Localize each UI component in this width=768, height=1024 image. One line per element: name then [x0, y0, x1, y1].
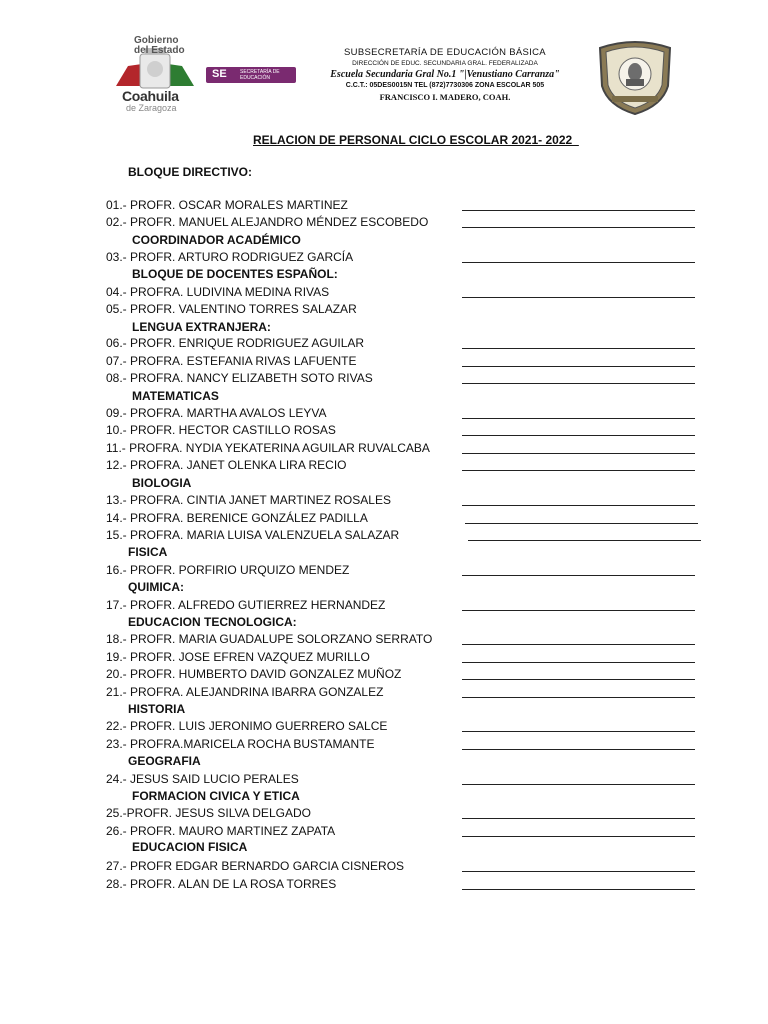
staff-name: 25.-PROFR. JESUS SILVA DELGADO: [106, 806, 311, 820]
signature-line: [462, 662, 695, 663]
signature-line: [462, 505, 695, 506]
signature-line: [462, 731, 695, 732]
document-title: RELACION DE PERSONAL CICLO ESCOLAR 2021- 2022: [253, 133, 579, 147]
signature-line: [462, 644, 695, 645]
signature-line: [462, 210, 695, 211]
logo-zaragoza-text: de Zaragoza: [126, 103, 177, 113]
logo-gobierno-text: Gobierno del Estado: [134, 35, 185, 56]
section-header: COORDINADOR ACADÉMICO: [132, 233, 301, 247]
staff-name: 11.- PROFRA. NYDIA YEKATERINA AGUILAR RUVALCABA: [106, 441, 430, 455]
header-escuela: Escuela Secundaria Gral No.1 "|Venustiano Carranza": [330, 69, 560, 80]
staff-row: [0, 335, 768, 352]
staff-name: 20.- PROFR. HUMBERTO DAVID GONZALEZ MUÑOZ: [106, 667, 402, 681]
staff-name: 08.- PROFRA. NANCY ELIZABETH SOTO RIVAS: [106, 371, 373, 385]
gobierno-coahuila-logo: [110, 36, 300, 112]
signature-line: [462, 262, 695, 263]
section-header: FISICA: [128, 545, 168, 559]
staff-row: [0, 405, 768, 422]
staff-row: [0, 197, 768, 214]
signature-line: [468, 540, 701, 541]
staff-name: 24.- JESUS SAID LUCIO PERALES: [106, 772, 299, 786]
staff-name: 13.- PROFRA. CINTIA JANET MARTINEZ ROSALES: [106, 493, 391, 507]
signature-line: [462, 610, 695, 611]
staff-row: [0, 858, 768, 875]
section-header: BLOQUE DIRECTIVO:: [128, 165, 253, 179]
header-direccion: DIRECCIÓN DE EDUC. SECUNDARIA GRAL. FEDERALIZADA: [352, 60, 538, 67]
signature-line: [462, 749, 695, 750]
section-header: FORMACION CIVICA Y ETICA: [132, 789, 300, 803]
se-label: SE: [212, 68, 227, 80]
signature-line: [462, 784, 695, 785]
staff-name: 12.- PROFRA. JANET OLENKA LIRA RECIO: [106, 458, 347, 472]
staff-row: [0, 284, 768, 301]
section-header: BLOQUE DE DOCENTES ESPAÑOL:: [132, 267, 338, 281]
section-header: QUIMICA:: [128, 580, 184, 594]
staff-row: [0, 301, 768, 318]
staff-row: [0, 422, 768, 439]
section-header: MATEMATICAS: [132, 389, 219, 403]
staff-row: [0, 214, 768, 231]
staff-row: [0, 736, 768, 753]
staff-row: [0, 370, 768, 387]
staff-name: 05.- PROFR. VALENTINO TORRES SALAZAR: [106, 302, 357, 316]
staff-name: 23.- PROFRA.MARICELA ROCHA BUSTAMANTE: [106, 737, 375, 751]
staff-name: 01.- PROFR. OSCAR MORALES MARTINEZ: [106, 198, 348, 212]
staff-name: 26.- PROFR. MAURO MARTINEZ ZAPATA: [106, 824, 336, 838]
staff-row: [0, 718, 768, 735]
section-header: EDUCACION TECNOLOGICA:: [128, 615, 297, 629]
staff-row: [0, 631, 768, 648]
staff-row: [0, 440, 768, 457]
staff-name: 18.- PROFR. MARIA GUADALUPE SOLORZANO SERRATO: [106, 632, 433, 646]
section-header: EDUCACION FISICA: [132, 840, 248, 854]
signature-line: [462, 435, 695, 436]
staff-row: [0, 527, 768, 544]
staff-row: [0, 457, 768, 474]
staff-name: 15.- PROFRA. MARIA LUISA VALENZUELA SALAZAR: [106, 528, 400, 542]
staff-name: 04.- PROFRA. LUDIVINA MEDINA RIVAS: [106, 285, 330, 299]
header-cct: C.C.T.: 05DES0015N TEL (872)7730306 ZONA ESCOLAR 505: [345, 82, 545, 89]
signature-line: [462, 697, 695, 698]
school-seal-icon: [594, 38, 676, 116]
signature-line: [462, 453, 695, 454]
staff-row: [0, 684, 768, 701]
staff-row: [0, 771, 768, 788]
se-badge: [206, 67, 296, 83]
staff-name: 07.- PROFRA. ESTEFANIA RIVAS LAFUENTE: [106, 354, 357, 368]
staff-name: 14.- PROFRA. BERENICE GONZÁLEZ PADILLA: [106, 511, 368, 525]
staff-name: 06.- PROFR. ENRIQUE RODRIGUEZ AGUILAR: [106, 336, 365, 350]
section-header: LENGUA EXTRANJERA:: [132, 320, 271, 334]
section-header: BIOLOGIA: [132, 476, 192, 490]
signature-line: [462, 871, 695, 872]
staff-name: 16.- PROFR. PORFIRIO URQUIZO MENDEZ: [106, 563, 350, 577]
staff-row: [0, 492, 768, 509]
header-subsecretaria: SUBSECRETARÍA DE EDUCACIÓN BÁSICA: [344, 47, 546, 58]
staff-row: [0, 597, 768, 614]
staff-name: 28.- PROFR. ALAN DE LA ROSA TORRES: [106, 877, 337, 891]
staff-name: 03.- PROFR. ARTURO RODRIGUEZ GARCÍA: [106, 250, 354, 264]
signature-line: [462, 418, 695, 419]
staff-row: [0, 353, 768, 370]
section-header: GEOGRAFIA: [128, 754, 201, 768]
staff-row: [0, 510, 768, 527]
staff-row: [0, 805, 768, 822]
signature-line: [462, 366, 695, 367]
staff-name: 17.- PROFR. ALFREDO GUTIERREZ HERNANDEZ: [106, 598, 386, 612]
signature-line: [465, 523, 698, 524]
signature-line: [462, 297, 695, 298]
signature-line: [462, 818, 695, 819]
signature-line: [462, 889, 695, 890]
staff-row: [0, 649, 768, 666]
staff-row: [0, 249, 768, 266]
header-city: FRANCISCO I. MADERO, COAH.: [379, 92, 511, 102]
staff-name: 21.- PROFRA. ALEJANDRINA IBARRA GONZALEZ: [106, 685, 384, 699]
logo-coahuila-text: Coahuila: [122, 88, 179, 104]
signature-line: [462, 575, 695, 576]
staff-row: [0, 666, 768, 683]
staff-name: 10.- PROFR. HECTOR CASTILLO ROSAS: [106, 423, 336, 437]
staff-name: 22.- PROFR. LUIS JERONIMO GUERRERO SALCE: [106, 719, 388, 733]
se-secretaria-label: SECRETARÍA DE EDUCACIÓN: [240, 69, 280, 81]
staff-row: [0, 876, 768, 893]
signature-line: [462, 383, 695, 384]
staff-name: 09.- PROFRA. MARTHA AVALOS LEYVA: [106, 406, 327, 420]
staff-name: 19.- PROFR. JOSE EFREN VAZQUEZ MURILLO: [106, 650, 370, 664]
signature-line: [462, 679, 695, 680]
staff-row: [0, 562, 768, 579]
signature-line: [462, 227, 695, 228]
staff-name: 27.- PROFR EDGAR BERNARDO GARCIA CISNEROS: [106, 859, 405, 873]
staff-row: [0, 823, 768, 840]
signature-line: [462, 348, 695, 349]
signature-line: [462, 836, 695, 837]
staff-name: 02.- PROFR. MANUEL ALEJANDRO MÉNDEZ ESCOBEDO: [106, 215, 429, 229]
section-header: HISTORIA: [128, 702, 186, 716]
signature-line: [462, 470, 695, 471]
